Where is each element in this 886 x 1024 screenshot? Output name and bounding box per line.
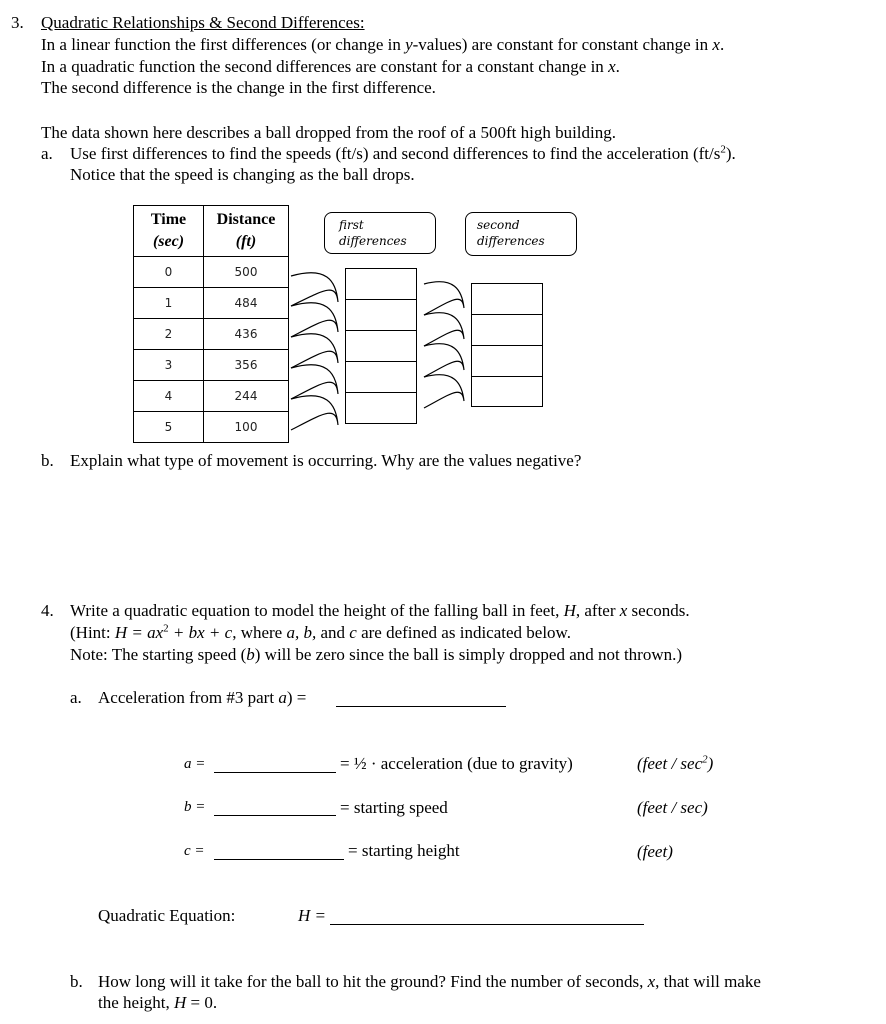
second-difference-cell[interactable] [472,377,542,406]
q3-title: Quadratic Relationships & Second Differences: [41,13,365,32]
quadratic-equation-h: H = [298,906,326,925]
q4-line2: (Hint: $H = ax^2$ + bx + c, where a, b, and c are defined as indicated below. [70,622,571,642]
q3-line1: In a linear function the first differences (or change in y-values) are constant for constant change in x. [41,35,725,54]
a-description: = ½ · acceleration (due to gravity) [340,754,573,773]
table-row [134,257,289,288]
q4-part-a-label: a. [70,688,82,707]
distance-cell: 500 [204,257,289,288]
c-answer-blank[interactable] [214,845,344,860]
q3-line2: In a quadratic function the second differences are constant for a constant change in x. [41,57,620,76]
q3-part-a-line2: Notice that the speed is changing as the ball drops. [70,165,415,184]
table-row [134,381,289,412]
q3-part-a-label: a. [41,144,53,163]
second-differences-grid[interactable] [471,283,543,407]
b-answer-blank[interactable] [214,801,336,816]
q3-part-a-line1: Use first differences to find the speeds (ft/s) and second differences to find the acceleration $(ft/s^2)$. [70,143,736,163]
second-label: second [477,218,520,232]
q4-part-a-text: Acceleration from #3 part a) = [98,688,307,707]
time-header: Time (sec) [134,206,204,257]
time-cell: 2 [134,319,204,350]
b-description: = starting speed [340,798,448,817]
q4-part-b-line1: How long will it take for the ball to hit the ground? Find the number of seconds, x, that will make [98,972,761,991]
second-difference-cell[interactable] [472,284,542,315]
q4-part-b-label: b. [70,972,83,991]
distance-cell: 100 [204,412,289,443]
first-difference-brackets [286,260,346,440]
first-differences-label-box [324,212,436,254]
second-difference-cell[interactable] [472,346,542,377]
first-label: first [339,218,364,232]
differences-label: differences [339,234,407,248]
table-row [134,319,289,350]
first-difference-cell[interactable] [346,393,416,423]
quadratic-equation-blank[interactable] [330,910,644,925]
b-label: b = [184,799,206,815]
c-description: = starting height [348,841,460,860]
a-units: (feet / $\sec^2$) [637,753,714,773]
q3-number: 3. [11,13,24,32]
table-row [134,350,289,381]
b-units: (feet / sec) [637,798,708,817]
time-cell: 4 [134,381,204,412]
distance-cell: 356 [204,350,289,381]
q4-line1: Write a quadratic equation to model the height of the falling ball in feet, H, after x seconds. [70,601,690,620]
second-difference-cell[interactable] [472,315,542,346]
distance-cell: 436 [204,319,289,350]
distance-cell: 484 [204,288,289,319]
data-table [133,205,289,443]
acceleration-answer-blank[interactable] [336,692,506,707]
a-answer-blank[interactable] [214,758,336,773]
second-difference-brackets [418,276,473,416]
first-difference-cell[interactable] [346,362,416,393]
q4-line3: Note: The starting speed (b) will be zero since the ball is simply dropped and not thrown.) [70,645,683,664]
c-units: (feet) [637,842,673,861]
q4-number: 4. [41,601,54,620]
first-difference-cell[interactable] [346,331,416,362]
time-cell: 5 [134,412,204,443]
q3-intro: The data shown here describes a ball dropped from the roof of a 500ft high building. [41,123,617,142]
distance-cell: 244 [204,381,289,412]
distance-header: Distance (ft) [204,206,289,257]
time-cell: 0 [134,257,204,288]
q3-line3: The second difference is the change in the first difference. [41,78,436,97]
second-differences-label-box [465,212,577,256]
differences-label: differences [477,234,545,248]
first-differences-grid[interactable] [345,268,417,424]
table-row [134,412,289,443]
q4-part-b-line2: the height, H = 0. [98,993,218,1012]
quadratic-equation-label: Quadratic Equation: [98,906,236,925]
first-difference-cell[interactable] [346,300,416,331]
time-cell: 3 [134,350,204,381]
time-cell: 1 [134,288,204,319]
a-label: a = [184,756,206,772]
q3-part-b-label: b. [41,451,54,470]
q3-part-b-text: Explain what type of movement is occurring. Why are the values negative? [70,451,582,470]
first-difference-cell[interactable] [346,269,416,300]
table-row [134,288,289,319]
c-label: c = [184,843,205,859]
